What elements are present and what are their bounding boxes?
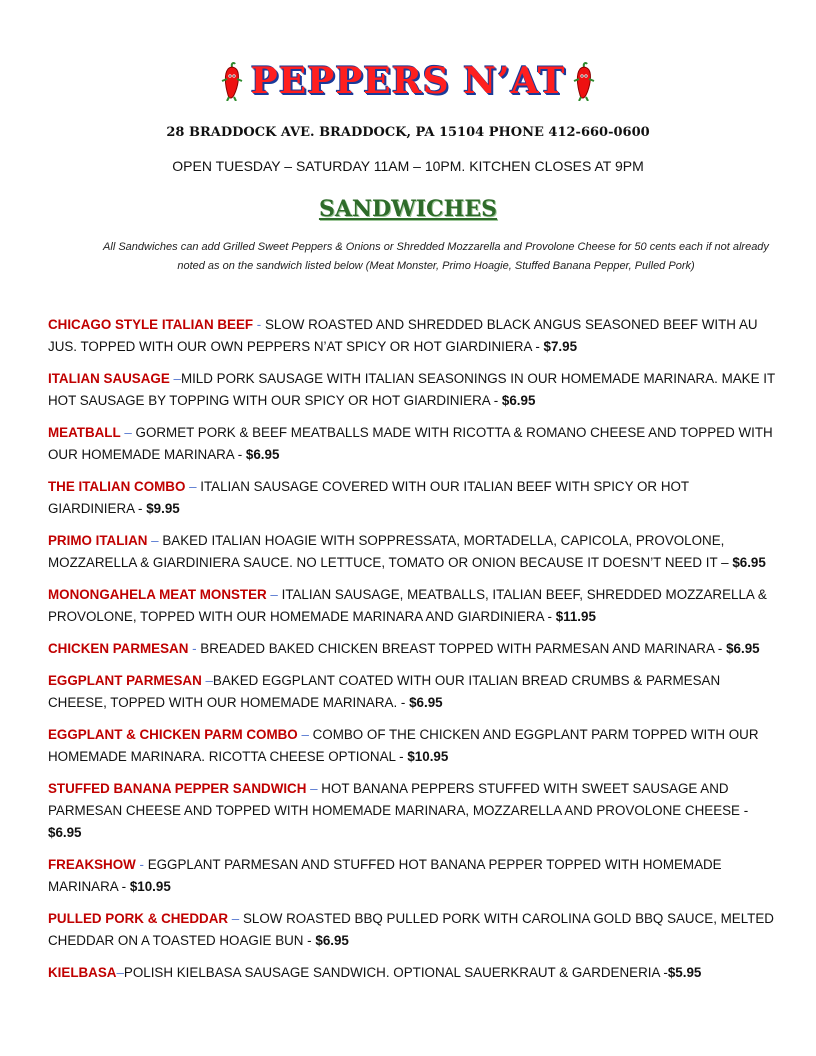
item-name: FREAKSHOW (48, 857, 136, 872)
item-price: $6.95 (245, 447, 280, 462)
item-name: KIELBASA (48, 965, 117, 980)
menu-item (48, 530, 778, 574)
item-description: COMBO OF THE CHICKEN AND EGGPLANT PARM TOPPED WITH OUR HOMEMADE MARINARA. RICOTTA CHEESE OPTIONAL - (48, 727, 759, 764)
menu-item (48, 422, 778, 466)
item-price: $11.95 (555, 609, 596, 624)
menu-items (48, 314, 778, 994)
item-name: STUFFED BANANA PEPPER SANDWICH (48, 781, 307, 796)
item-price: $6.95 (726, 641, 760, 656)
menu-item (48, 670, 778, 714)
item-separator: – (306, 781, 322, 796)
item-separator: – (266, 587, 282, 602)
brand-logo (219, 60, 598, 102)
item-price: $9.95 (146, 501, 180, 516)
pepper-icon-left (219, 61, 245, 101)
item-separator: – (228, 911, 243, 926)
menu-item (48, 638, 778, 660)
hours-line: OPEN TUESDAY – SATURDAY 11AM – 10PM. KITCHEN CLOSES AT 9PM (172, 158, 644, 174)
item-description: BAKED ITALIAN HOAGIE WITH SOPPRESSATA, MORTADELLA, CAPICOLA, PROVOLONE, MOZZARELLA & GIARDINIERA SAUCE. NO LETTUCE, TOMATO OR ONION BECAUSE IT DOESN’T NEED IT – (48, 533, 733, 570)
item-name: PRIMO ITALIAN (48, 533, 148, 548)
item-name: PULLED PORK & CHEDDAR (48, 911, 229, 926)
item-description: MILD PORK SAUSAGE WITH ITALIAN SEASONINGS IN OUR HOMEMADE MARINARA. MAKE IT HOT SAUSAGE BY TOPPING WITH OUR SPICY OR HOT GIARDINIERA - (48, 371, 775, 408)
menu-item (48, 724, 778, 768)
item-price: $5.95 (667, 965, 702, 980)
item-description: BREADED BAKED CHICKEN BREAST TOPPED WITH PARMESAN AND MARINARA - (200, 641, 727, 656)
item-name: ITALIAN SAUSAGE (48, 371, 170, 386)
item-price: $6.95 (315, 933, 349, 948)
item-description: ITALIAN SAUSAGE COVERED WITH OUR ITALIAN BEEF WITH SPICY OR HOT GIARDINIERA - (48, 479, 689, 516)
item-price: $6.95 (409, 695, 443, 710)
pepper-icon-right (571, 61, 597, 101)
address-line: 28 BRADDOCK AVE. BRADDOCK, PA 15104 PHONE 412-660-0600 (166, 125, 650, 140)
item-name: CHICAGO STYLE ITALIAN BEEF (48, 317, 254, 332)
menu-item (48, 908, 778, 952)
item-name: MONONGAHELA MEAT MONSTER (48, 587, 267, 602)
menu-item (48, 476, 778, 520)
item-price: $6.95 (501, 393, 536, 408)
brand-name: PEPPERS N’AT (250, 60, 566, 102)
item-separator: – (116, 965, 124, 980)
item-name: THE ITALIAN COMBO (48, 479, 186, 494)
item-price: $6.95 (732, 555, 766, 570)
item-separator: – (169, 371, 181, 386)
item-description: BAKED EGGPLANT COATED WITH OUR ITALIAN BREAD CRUMBS & PARMESAN CHEESE, TOPPED WITH OUR HOMEMADE MARINARA. - (48, 673, 721, 710)
item-separator: - (135, 857, 148, 872)
item-name: EGGPLANT PARMESAN (48, 673, 202, 688)
item-description: EGGPLANT PARMESAN AND STUFFED HOT BANANA PEPPER TOPPED WITH HOMEMADE MARINARA - (48, 857, 722, 894)
item-price: $6.95 (48, 825, 82, 840)
item-price: $7.95 (543, 339, 578, 354)
menu-item (48, 854, 778, 898)
item-price: $10.95 (407, 749, 449, 764)
item-name: MEATBALL (48, 425, 121, 440)
item-description: GORMET PORK & BEEF MEATBALLS MADE WITH RICOTTA & ROMANO CHEESE AND TOPPED WITH OUR HOMEMADE MARINARA - (48, 425, 773, 462)
menu-item (48, 962, 778, 984)
add-on-note: All Sandwiches can add Grilled Sweet Peppers & Onions or Shredded Mozzarella and Provolone Cheese for 50 cents each if not already noted as on the sandwich listed below (Meat Monster, Primo Hoagie, Stuffed Banana Pepper, Pulled Pork) (103, 241, 769, 272)
item-name: EGGPLANT & CHICKEN PARM COMBO (48, 727, 298, 742)
menu-item (48, 368, 778, 412)
menu-item (48, 584, 778, 628)
item-description: SLOW ROASTED BBQ PULLED PORK WITH CAROLINA GOLD BBQ SAUCE, MELTED CHEDDAR ON A TOASTED HOAGIE BUN - (48, 911, 774, 948)
item-description: POLISH KIELBASA SAUSAGE SANDWICH. OPTIONAL SAUERKRAUT & GARDENERIA - (123, 965, 668, 980)
item-separator: – (297, 727, 313, 742)
item-separator: – (147, 533, 163, 548)
menu-item (48, 314, 778, 358)
header (0, 60, 816, 106)
item-separator: – (201, 673, 213, 688)
section-title: SANDWICHES (318, 196, 498, 222)
item-price: $10.95 (129, 879, 171, 894)
item-separator: - (188, 641, 201, 656)
item-description: HOT BANANA PEPPERS STUFFED WITH SWEET SAUSAGE AND PARMESAN CHEESE AND TOPPED WITH HOMEMADE MARINARA, MOZZARELLA AND PROVOLONE CHEESE - (48, 781, 749, 818)
item-description: ITALIAN SAUSAGE, MEATBALLS, ITALIAN BEEF, SHREDDED MOZZARELLA & PROVOLONE, TOPPED WITH OUR HOMEMADE MARINARA AND GIARDINIERA - (48, 587, 767, 624)
item-separator: – (120, 425, 136, 440)
item-description: SLOW ROASTED AND SHREDDED BLACK ANGUS SEASONED BEEF WITH AU JUS. TOPPED WITH OUR OWN PEPPERS N’AT SPICY OR HOT GIARDINIERA - (48, 317, 758, 354)
item-separator: – (185, 479, 201, 494)
item-name: CHICKEN PARMESAN (48, 641, 189, 656)
item-separator: - (253, 317, 265, 332)
menu-item (48, 778, 778, 844)
